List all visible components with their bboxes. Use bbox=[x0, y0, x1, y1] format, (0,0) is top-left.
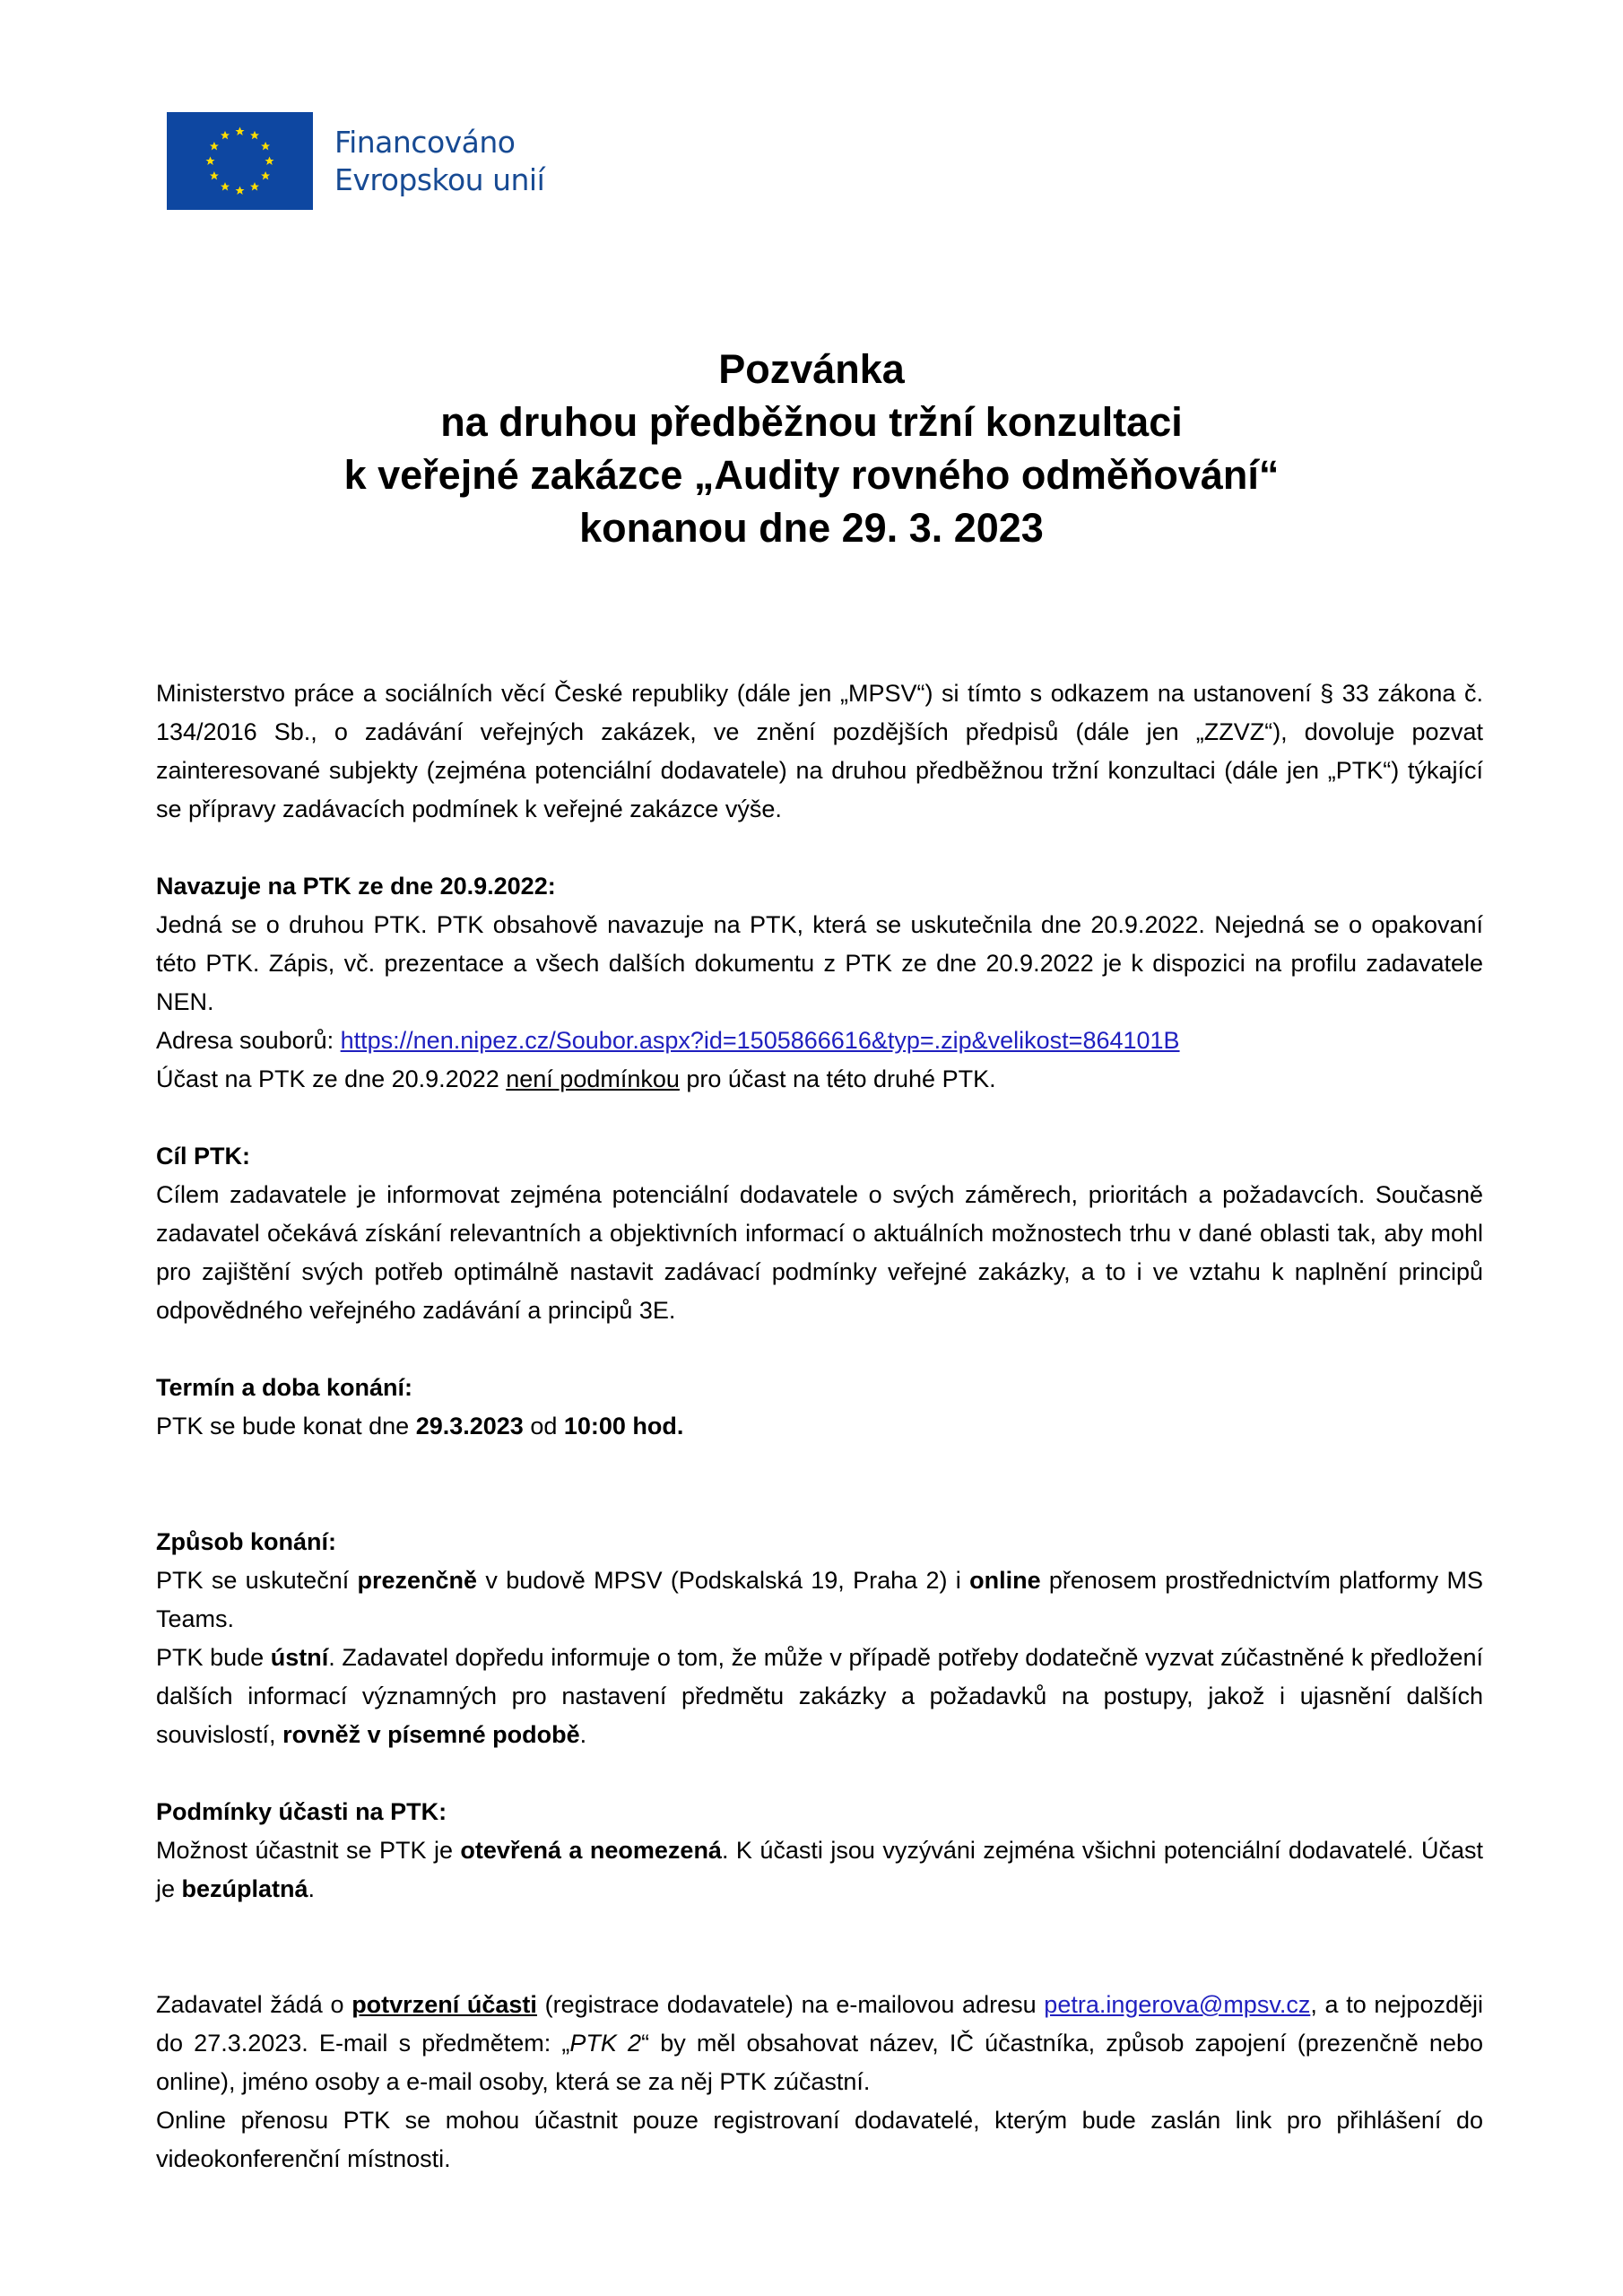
registration-paragraph bbox=[156, 1986, 1483, 2101]
zpusob-paragraph-1 bbox=[156, 1561, 1483, 1639]
section-heading-zpusob: Způsob konání: bbox=[156, 1528, 336, 1555]
bold-text: bezúplatná bbox=[181, 1875, 308, 1902]
cil-paragraph: Cílem zadavatele je informovat zejména potenciální dodavatele o svých záměrech, prioritách a požadavcích. Současně zadavatel očekává získání relevantních a objektivních informací o aktuálních možnostech trhu v dané oblasti tak, aby mohl pro zajištění svých potřeb optimálně nastavit zadávací podmínky veřejné zakázky, a to i ve vztahu k naplnění principů odpovědného veřejného zadávání a principů 3E. bbox=[156, 1181, 1483, 1324]
eu-funding-logo bbox=[167, 112, 544, 210]
email-link[interactable]: petra.ingerova@mpsv.cz bbox=[1044, 1991, 1311, 2018]
bold-text: online bbox=[969, 1567, 1041, 1594]
bold-text: rovněž v písemné podobě bbox=[282, 1721, 580, 1748]
files-address-link[interactable]: https://nen.nipez.cz/Soubor.aspx?id=1505866616&typ=.zip&velikost=864101B bbox=[340, 1027, 1180, 1054]
section-heading-navazuje: Navazuje na PTK ze dne 20.9.2022: bbox=[156, 873, 556, 900]
participation-post: pro účast na této druhé PTK. bbox=[679, 1065, 996, 1092]
text: . bbox=[579, 1721, 587, 1748]
files-address-label: Adresa souborů: bbox=[156, 1027, 341, 1054]
text: PTK se uskuteční bbox=[156, 1567, 358, 1594]
text: (registrace dodavatele) na e-mailovou adresu bbox=[536, 1991, 1045, 2018]
document-body bbox=[156, 674, 1483, 2179]
participation-pre: Účast na PTK ze dne 20.9.2022 bbox=[156, 1065, 507, 1092]
termin-pre: PTK se bude konat dne bbox=[156, 1413, 416, 1439]
logo-line-2: Evropskou unií bbox=[334, 161, 545, 197]
text: . Zadavatel dopředu informuje o tom, že může v případě potřeby dodatečně vyzvat zúčastněné k předložení dalších informací významných pro nastavení předmětu zakázky a požadavků na postupy, jakož i ujasnění dalších souvislostí, bbox=[156, 1644, 1484, 1748]
participation-underlined: není podmínkou bbox=[506, 1065, 680, 1092]
bold-text: prezenčně bbox=[357, 1567, 478, 1594]
title-line-3: k veřejné zakázce „Audity rovného odměňování“ bbox=[343, 452, 1280, 498]
logo-line-1: Financováno bbox=[334, 124, 516, 160]
bold-text: otevřená a neomezená bbox=[460, 1837, 722, 1864]
intro-paragraph: Ministerstvo práce a sociálních věcí České republiky (dále jen „MPSV“) si tímto s odkazem na ustanovení § 33 zákona č. 134/2016 Sb., o zadávání veřejných zakázek, ve znění pozdějších předpisů (dále jen „ZZVZ“), dovoluje pozvat zainteresované subjekty (zejména potenciální dodavatele) na druhou předběžnou tržní konzultaci (dále jen „PTK“) týkající se přípravy zadávacích podmínek k veřejné zakázce výše. bbox=[156, 680, 1483, 822]
text: v budově MPSV (Podskalská 19, Praha 2) i bbox=[477, 1567, 970, 1594]
podminky-paragraph-1 bbox=[156, 1831, 1483, 1909]
text: Zadavatel žádá o bbox=[156, 1991, 352, 2018]
bold-underlined-text: potvrzení účasti bbox=[352, 1991, 537, 2018]
email-subject: PTK 2 bbox=[569, 2030, 642, 2057]
logo-text bbox=[334, 124, 544, 199]
section-heading-podminky: Podmínky účasti na PTK: bbox=[156, 1798, 447, 1825]
title-line-2: na druhou předběžnou tržní konzultaci bbox=[440, 399, 1183, 445]
participation-note bbox=[156, 1060, 1483, 1099]
text: . bbox=[308, 1875, 316, 1902]
text: PTK bude bbox=[156, 1644, 271, 1671]
section-heading-cil: Cíl PTK: bbox=[156, 1143, 250, 1170]
text: “ by měl obsahovat název, IČ účastníka, způsob zapojení (prezenčně nebo online), jméno osoby a e-mail osoby, která se za něj PTK zúčastní. bbox=[156, 2030, 1483, 2095]
text: , a to nejpozději do 27.3.2023. E-mail s předmětem: „ bbox=[156, 1991, 1483, 2057]
termin-time: 10:00 hod. bbox=[563, 1413, 684, 1439]
text: Možnost účastnit se PTK je bbox=[156, 1837, 461, 1864]
section-heading-termin: Termín a doba konání: bbox=[156, 1374, 413, 1401]
bold-text: ústní bbox=[270, 1644, 329, 1671]
title-line-4: konanou dne 29. 3. 2023 bbox=[579, 505, 1044, 551]
online-paragraph: Online přenosu PTK se mohou účastnit pouze registrovaní dodavatelé, kterým bude zaslán link pro přihlášení do videokonferenční místnosti. bbox=[156, 2107, 1483, 2172]
page-title bbox=[0, 343, 1623, 554]
text: přenosem prostřednictvím platformy MS Teams. bbox=[156, 1567, 1483, 1632]
termin-paragraph bbox=[156, 1407, 1483, 1446]
eu-flag-icon bbox=[167, 112, 313, 210]
navazuje-paragraph: Jedná se o druhou PTK. PTK obsahově navazuje na PTK, která se uskutečnila dne 20.9.2022. Nejedná se o opakovaní této PTK. Zápis, vč. prezentace a všech dalších dokumentu z PTK ze dne 20.9.2022 je k dispozici na profilu zadavatele NEN. bbox=[156, 911, 1483, 1015]
title-line-1: Pozvánka bbox=[718, 346, 905, 392]
termin-mid: od bbox=[523, 1413, 564, 1439]
zpusob-paragraph-2 bbox=[156, 1639, 1483, 1754]
termin-date: 29.3.2023 bbox=[415, 1413, 524, 1439]
text: . K účasti jsou vyzýváni zejména všichni potenciální dodavatelé. Účast je bbox=[156, 1837, 1483, 1902]
files-address-line bbox=[156, 1022, 1483, 1060]
